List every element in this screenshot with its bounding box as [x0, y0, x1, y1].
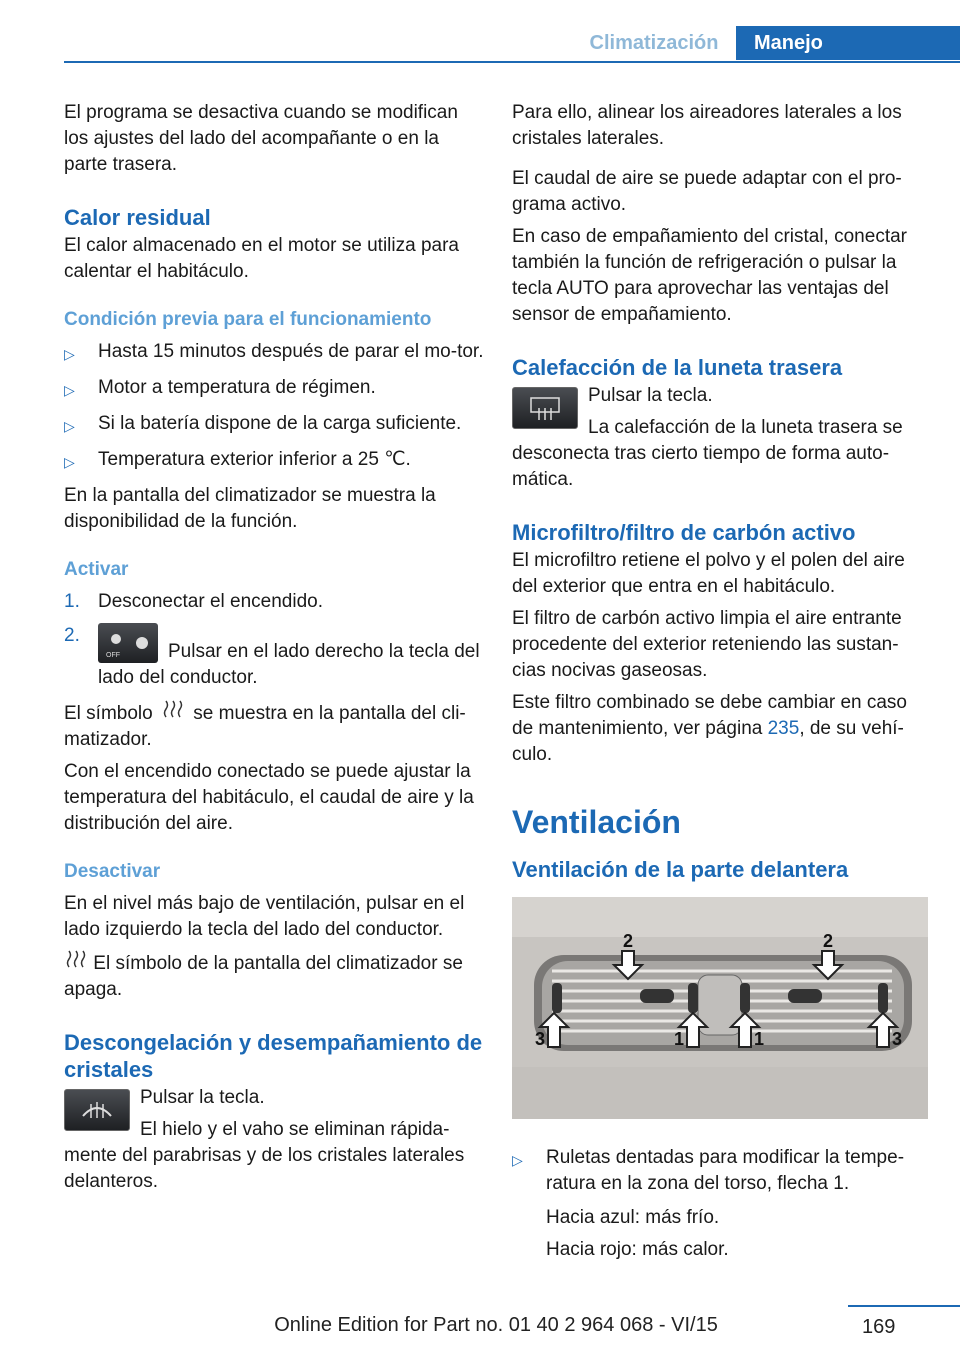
photo-label: 1: [673, 1029, 685, 1049]
photo-label: 3: [534, 1029, 546, 1049]
triangle-bullet-icon: ▷: [64, 382, 75, 398]
heading-filtro: Microfiltro/filtro de carbón activo: [512, 520, 856, 545]
heading-desactivar: Desactivar: [64, 861, 161, 882]
heading-activar: Activar: [64, 559, 129, 580]
page-header: [0, 0, 960, 62]
heat-waves-icon: [64, 953, 93, 974]
footer-edition: Online Edition for Part no. 01 40 2 964 068 - VI/15: [274, 1314, 718, 1336]
pantalla-paragraph: En la pantalla del climatizador se muestra la disponibilidad de la función.: [64, 485, 436, 532]
front-defrost-key-icon: [64, 1089, 130, 1131]
apaga-paragraph: El símbolo de la pantalla del climatizador se apaga.: [64, 953, 463, 1000]
list-item: ▷ Ruletas dentadas para modificar la tempe‐ratura en la zona del torso, flecha 1.: [512, 1145, 932, 1197]
list-item: ▷ Hasta 15 minutos después de parar el mo‐tor.: [64, 339, 484, 367]
rear-window-heating-key-icon: [512, 387, 578, 429]
step-item: 1. Desconectar el encendido.: [64, 591, 323, 612]
triangle-bullet-icon: ▷: [64, 418, 75, 434]
heading-calor-residual: Calor residual: [64, 205, 211, 230]
footer-divider: [848, 1305, 960, 1307]
list-item: ▷ Si la batería dispone de la carga suficiente.: [64, 411, 484, 439]
intro-paragraph: El programa se desactiva cuando se modifican los ajustes del lado del acompañante o en la parte trasera.: [64, 102, 458, 175]
chapter-tab: Manejo: [736, 26, 960, 60]
defrost-key-block: Pulsar la tecla. El hielo y el vaho se eliminan rápida‐mente del parabrisas y de los cristales laterales delanteros.: [64, 1087, 465, 1192]
azul-text: Hacia azul: más frío.: [546, 1207, 720, 1228]
simbolo-paragraph: El símbolo se muestra en la pantalla del cli‐matizador.: [64, 703, 466, 750]
photo-label: 3: [891, 1029, 903, 1049]
rear-defrost-key-block: Pulsar la tecla. La calefacción de la luneta trasera se desconecta tras cierto tiempo de forma auto‐mática.: [512, 385, 903, 490]
front-vents-photo: [512, 897, 928, 1119]
heading-descongelacion: Descongelación y desempañamiento de cristales: [64, 1030, 483, 1082]
photo-label: 2: [822, 931, 834, 951]
heading-condicion: Condición previa para el funcionamiento: [64, 309, 432, 330]
list-item: ▷ Temperatura exterior inferior a 25 ℃.: [64, 447, 484, 475]
desactivar-paragraph: En el nivel más bajo de ventilación, pulsar en el lado izquierdo la tecla del lado del conductor.: [64, 893, 465, 940]
encendido-paragraph: Con el encendido conectado se puede ajustar la temperatura del habitáculo, el caudal de aire y la distribución del aire.: [64, 761, 474, 834]
empanamiento-paragraph: En caso de empañamiento del cristal, conectar también la función de refrigeración o pulsar la tecla AUTO para aprovechar las ventajas del sensor de empañamiento.: [512, 226, 907, 325]
filtro-paragraph-2: El filtro de carbón activo limpia el aire entrante procedente del exterior reteniendo las sustan‐cias nocivas gaseosas.: [512, 608, 902, 681]
caudal-paragraph: El caudal de aire se puede adaptar con el pro‐grama activo.: [512, 168, 902, 215]
fan-off-key-icon: [98, 623, 158, 663]
page-link[interactable]: 235: [767, 718, 800, 739]
rojo-text: Hacia rojo: más calor.: [546, 1239, 729, 1260]
calor-paragraph: El calor almacenado en el motor se utiliza para calentar el habitáculo.: [64, 235, 459, 282]
heat-waves-icon: [158, 703, 193, 724]
left-column: [64, 100, 484, 1201]
heading-ventilacion: Ventilación: [512, 804, 681, 840]
header-divider: [64, 61, 960, 63]
filtro-paragraph-1: El microfiltro retiene el polvo y el polen del aire del exterior que entra en el habitáculo.: [512, 550, 905, 597]
triangle-bullet-icon: ▷: [512, 1152, 523, 1168]
photo-label: 1: [753, 1029, 765, 1049]
page-number: 169: [862, 1316, 896, 1338]
section-tab: Climatización: [574, 26, 734, 60]
filtro-paragraph-3: Este filtro combinado se debe cambiar en caso de mantenimiento, ver página 235, de su vehí‐culo.: [512, 692, 907, 765]
right-column: [512, 100, 932, 1269]
svg-text:OFF: OFF: [106, 652, 120, 659]
photo-label: 2: [622, 931, 634, 951]
heading-luneta: Calefacción de la luneta trasera: [512, 355, 843, 380]
heading-ventilacion-delantera: Ventilación de la parte delantera: [512, 857, 849, 882]
step-item: 2. OFF Pulsar en el lado derecho la tecla del lado del conductor.: [64, 625, 480, 688]
triangle-bullet-icon: ▷: [64, 454, 75, 470]
aireadores-paragraph: Para ello, alinear los aireadores laterales a los cristales laterales.: [512, 102, 902, 149]
triangle-bullet-icon: ▷: [64, 346, 75, 362]
list-item: ▷ Motor a temperatura de régimen.: [64, 375, 484, 403]
